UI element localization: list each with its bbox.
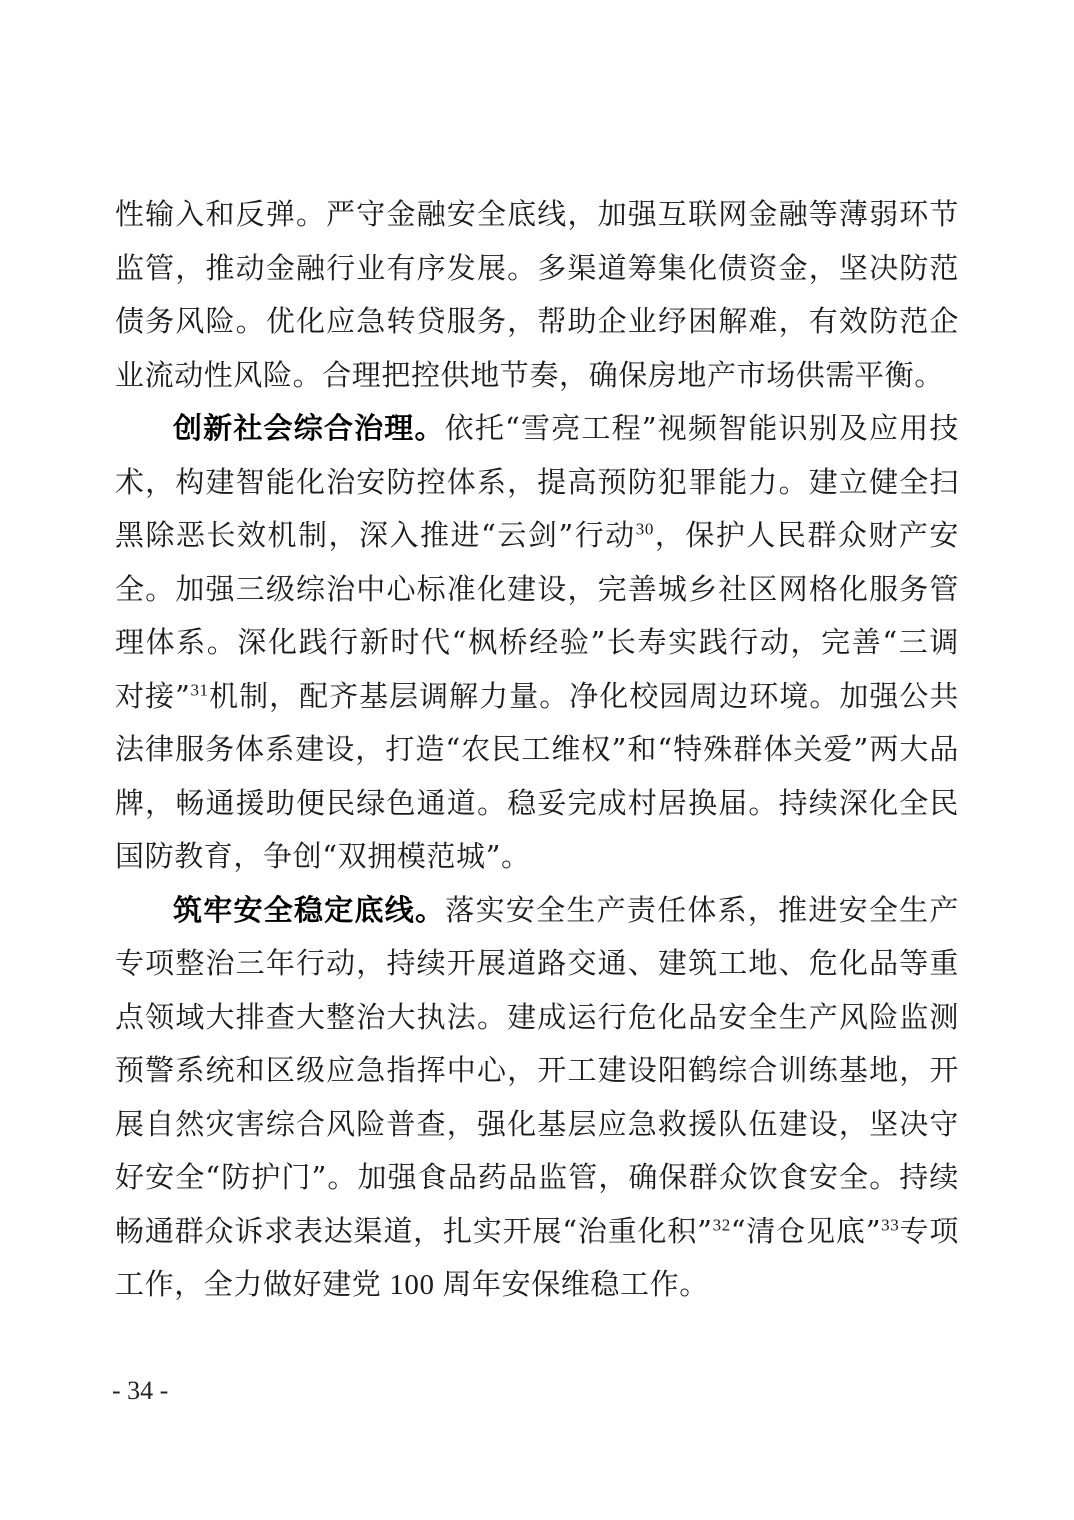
paragraph-continued (115, 188, 959, 402)
paragraph-text: “清仓见底” (730, 1213, 882, 1248)
paragraph-safety-stability (115, 884, 959, 1313)
footnote-marker: 32 (712, 1214, 731, 1234)
footnote-marker: 33 (881, 1214, 900, 1234)
paragraph-social-governance (115, 402, 959, 884)
body-text (115, 188, 959, 1313)
page-number: - 34 - (112, 1376, 169, 1405)
footnote-marker: 30 (635, 519, 654, 539)
paragraph-text: 专项工作，全力做好建党 (115, 1213, 959, 1301)
paragraph-text: ，保护人民群众财产安全。加强三级综治中心标准化建设，完善城乡社区网格化服务管理体系。深化践行新时代“枫桥经验”长寿实践行动，完善“三调对接” (115, 518, 959, 713)
paragraph-text: 依托“雪亮工程”视频智能识别及应用技术，构建智能化治安防控体系，提高预防犯罪能力。建立健全扫黑除恶长效机制，深入推进“云剑”行动 (115, 411, 960, 552)
paragraph-text: 机制，配齐基层调解力量。净化校园周边环境。加强公共法律服务体系建设，打造“农民工维权”和“特殊群体关爱”两大品牌，畅通援助便民绿色通道。稳妥完成村居换届。持续深化全民国防教育，争创“双拥模范城”。 (115, 678, 959, 873)
paragraph-lead-heading: 创新社会综合治理。 (173, 411, 445, 445)
paragraph-text: 落实安全生产责任体系，推进安全生产专项整治三年行动，持续开展道路交通、建筑工地、危化品等重点领域大排查大整治大执法。建成运行危化品安全生产风险监测预警系统和区级应急指挥中心，开工建设阳鹤综合训练基地，开展自然灾害综合风险普查，强化基层应急救援队伍建设，坚决守好安全“防护门”。加强食品药品监管，确保群众饮食安全。持续畅通群众诉求表达渠道，扎实开展“治重化积” (115, 892, 960, 1248)
paragraph-lead-heading: 筑牢安全稳定底线。 (173, 892, 446, 927)
paragraph-number: 100 (381, 1269, 443, 1301)
paragraph-text: 性输入和反弹。严守金融安全底线，加强互联网金融等薄弱环节监管，推动金融行业有序发展。多渠道筹集化债资金，坚决防范债务风险。优化应急转贷服务，帮助企业纾困解难，有效防范企业流动性风险。合理把控供地节奏，确保房地产市场供需平衡。 (115, 197, 959, 392)
paragraph-text: 周年安保维稳工作。 (442, 1267, 709, 1301)
footnote-marker: 31 (190, 679, 209, 699)
